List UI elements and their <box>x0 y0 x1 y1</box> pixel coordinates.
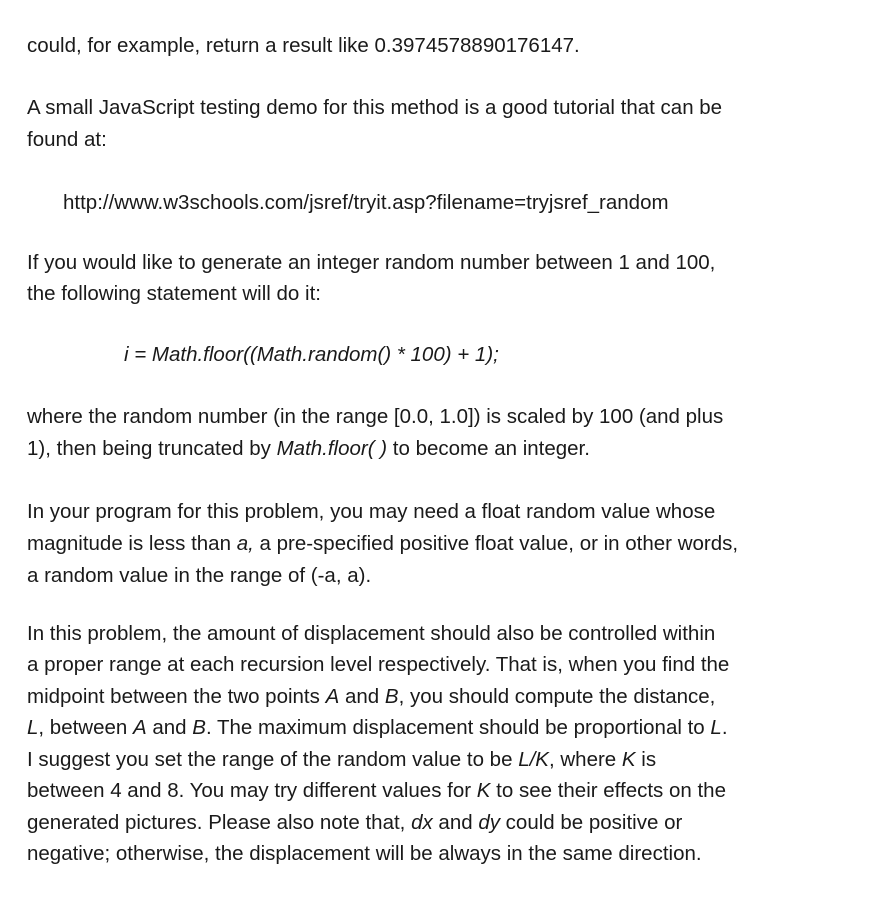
text-segment: where the random number (in the range [0.0, 1.0]) is scaled by 100 (and plus <box>27 405 724 428</box>
text-line <box>27 282 321 306</box>
italic-text: dy <box>478 811 500 834</box>
text-line <box>27 405 723 429</box>
text-segment: In this problem, the amount of displacement should also be controlled within <box>27 622 716 645</box>
text-line <box>27 811 682 835</box>
text-line <box>27 500 715 524</box>
text-segment: , you should compute the distance, <box>398 685 716 708</box>
text-segment: If you would like to generate an integer random number between 1 and 100, <box>27 251 716 274</box>
text-line <box>27 653 729 677</box>
text-segment: and <box>146 716 193 739</box>
text-line <box>27 622 715 646</box>
text-segment: , between <box>38 716 133 739</box>
text-line <box>27 128 107 152</box>
text-segment: the following statement will do it: <box>27 282 321 305</box>
text-segment: and <box>339 685 385 708</box>
text-line <box>27 748 656 772</box>
italic-text: B <box>384 685 399 708</box>
italic-text: L <box>710 716 722 739</box>
text-segment: and <box>432 811 479 834</box>
text-segment: to become an integer. <box>387 437 590 460</box>
text-segment: found at: <box>27 128 107 151</box>
text-segment: http://www.w3schools.com/jsref/tryit.asp?filename=tryjsref_random <box>63 191 669 214</box>
text-segment: generated pictures. Please also note that, <box>27 811 412 834</box>
text-segment: could be positive or <box>499 811 683 834</box>
italic-text: A <box>133 716 147 739</box>
text-segment: between 4 and 8. You may try different values for <box>27 779 477 802</box>
italic-text: A <box>325 685 340 708</box>
italic-text: i = Math.floor((Math.random() * 100) + 1); <box>124 343 499 366</box>
text-line <box>27 532 738 556</box>
text-line <box>27 716 728 740</box>
text-segment: a pre-specified positive float value, or in other words, <box>253 532 739 555</box>
text-line <box>27 842 702 866</box>
text-segment: magnitude is less than <box>27 532 237 555</box>
text-segment: a proper range at each recursion level respectively. That is, when you find the <box>27 653 730 676</box>
code-formula <box>124 343 499 367</box>
text-segment: a random value in the range of (-a, a). <box>27 564 372 587</box>
italic-text: a, <box>236 532 254 555</box>
italic-text: K <box>476 779 491 802</box>
text-segment: In your program for this problem, you may need a float random value whose <box>27 500 716 523</box>
italic-text: L/K <box>518 748 549 771</box>
text-segment: . <box>721 716 728 739</box>
italic-text: K <box>621 748 636 771</box>
text-line <box>27 685 715 709</box>
italic-text: Math.floor( ) <box>276 437 388 460</box>
text-line <box>27 779 726 803</box>
text-segment: negative; otherwise, the displacement will be always in the same direction. <box>27 842 702 865</box>
text-segment: to see their effects on the <box>490 779 726 802</box>
italic-text: L <box>27 716 39 739</box>
text-segment: is <box>635 748 657 771</box>
text-segment: A small JavaScript testing demo for this method is a good tutorial that can be <box>27 96 723 119</box>
text-segment: 1), then being truncated by <box>27 437 277 460</box>
text-line <box>27 34 580 58</box>
url-text <box>63 191 669 215</box>
text-line <box>27 564 371 588</box>
text-line <box>27 96 722 120</box>
text-segment: . The maximum displacement should be proportional to <box>205 716 711 739</box>
text-segment: midpoint between the two points <box>27 685 326 708</box>
text-line <box>27 437 590 461</box>
italic-text: dx <box>411 811 433 834</box>
italic-text: B <box>192 716 206 739</box>
text-line <box>27 251 715 275</box>
text-segment: could, for example, return a result like 0.3974578890176147. <box>27 34 580 57</box>
text-segment: , where <box>548 748 622 771</box>
text-segment: I suggest you set the range of the random value to be <box>27 748 519 771</box>
